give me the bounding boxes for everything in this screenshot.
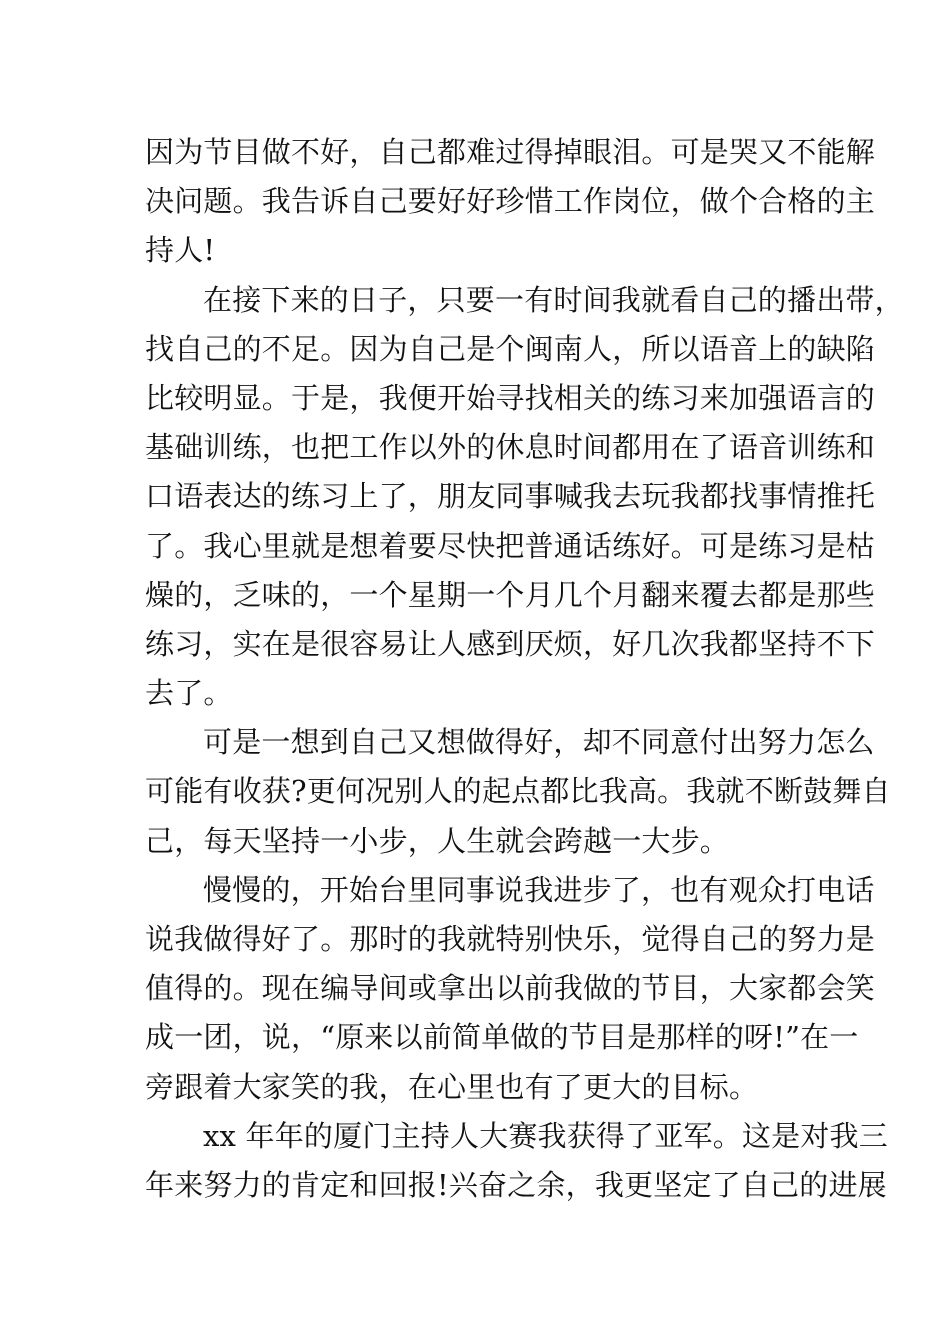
text-line: 己，每天坚持一小步，人生就会跨越一大步。 <box>145 823 730 858</box>
text-line: 决问题。我告诉自己要好好珍惜工作岗位，做个合格的主 <box>145 184 876 219</box>
text-line: 练习，实在是很容易让人感到厌烦，好几次我都坚持不下 <box>145 626 876 661</box>
text-line: 燥的，乏味的，一个星期一个月几个月翻来覆去都是那些 <box>145 577 876 612</box>
body-text <box>145 128 904 1210</box>
text-line: 了。我心里就是想着要尽快把普通话练好。可是练习是枯 <box>145 528 876 563</box>
text-line: 因为节目做不好，自己都难过得掉眼泪。可是哭又不能解 <box>145 135 876 169</box>
paragraph-start-line: 慢慢的，开始台里同事说我进步了，也有观众打电话 <box>203 872 875 907</box>
paragraph-start-line: 在接下来的日子，只要一有时间我就看自己的播出带， <box>203 282 904 317</box>
paragraph-start-line: 可是一想到自己又想做得好，却不同意付出努力怎么 <box>203 725 875 760</box>
text-line: 口语表达的练习上了，朋友同事喊我去玩我都找事情推托 <box>145 479 876 514</box>
text-line: 找自己的不足。因为自己是个闽南人，所以语音上的缺陷 <box>145 331 876 366</box>
text-line: 旁跟着大家笑的我，在心里也有了更大的目标。 <box>145 1069 759 1104</box>
text-line: 值得的。现在编导间或拿出以前我做的节目，大家都会笑 <box>145 971 876 1006</box>
text-line: 成一团，说，“原来以前简单做的节目是那样的呀!”在一 <box>145 1020 859 1055</box>
text-line: 基础训练，也把工作以外的休息时间都用在了语音训练和 <box>145 430 876 465</box>
text-line: 比较明显。于是，我便开始寻找相关的练习来加强语言的 <box>145 380 876 415</box>
text-line: 可能有收获?更何况别人的起点都比我高。我就不断鼓舞自 <box>145 774 891 809</box>
paragraph-start-line: xx 年年的厦门主持人大赛我获得了亚军。这是对我三 <box>203 1118 888 1153</box>
text-line: 说我做得好了。那时的我就特别快乐，觉得自己的努力是 <box>145 922 876 956</box>
text-line: 年来努力的肯定和回报!兴奋之余，我更坚定了自己的进展 <box>145 1167 887 1202</box>
text-line: 去了。 <box>145 676 233 711</box>
text-line: 持人! <box>145 233 216 268</box>
